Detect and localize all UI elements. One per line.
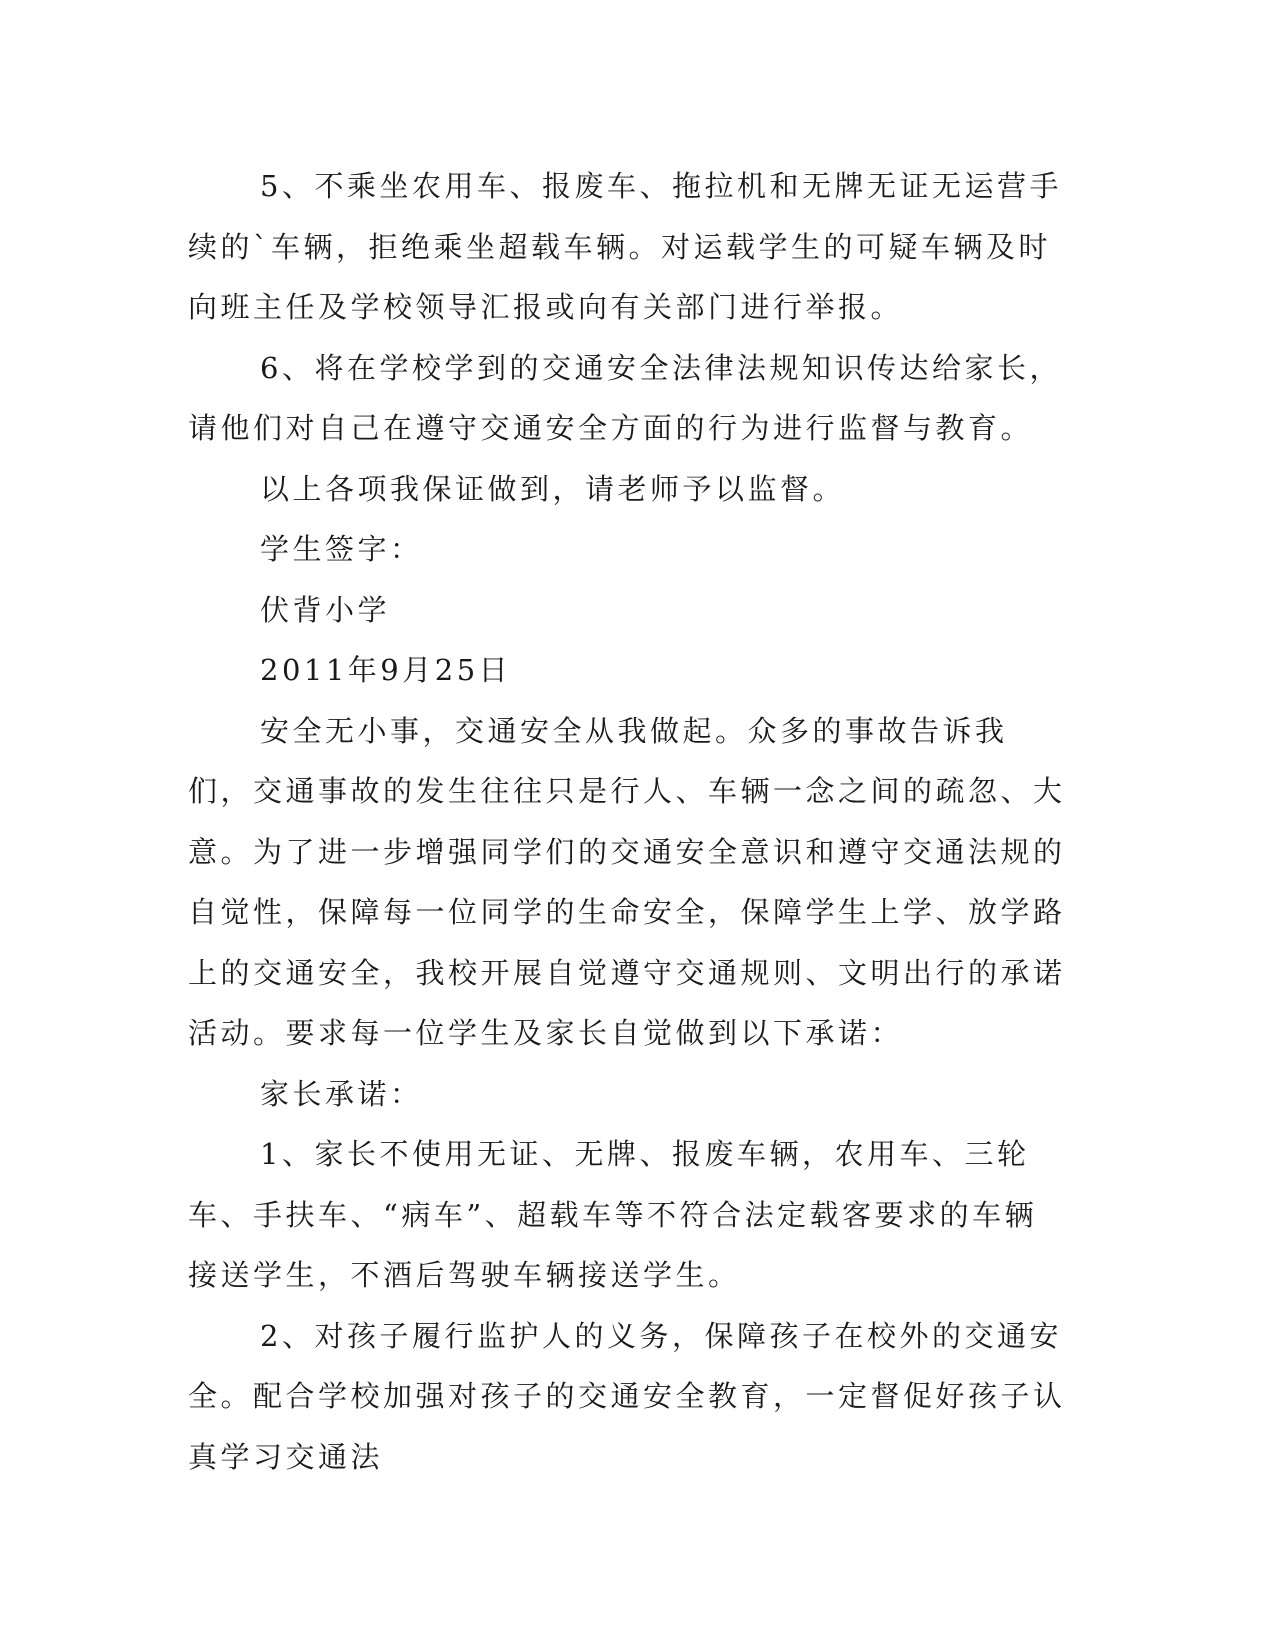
student-signature-label: 学生签字： — [260, 532, 423, 566]
pledge-statement: 以上各项我保证做到，请老师予以监督。 — [260, 471, 846, 506]
parent-pledge-heading: 家长承诺： — [260, 1076, 423, 1111]
paragraph-item-6: 6、将在学校学到的交通安全法律法规知识传达给家长，请他们对自己在遵守交通安全方面的行为进行监督与教育。 — [188, 350, 1062, 445]
school-name: 伏背小学 — [260, 592, 391, 627]
document-body — [188, 156, 1068, 1487]
document-date: 2011年9月25日 — [260, 653, 512, 687]
parent-pledge-item-2: 2、对孩子履行监护人的义务，保障孩子在校外的交通安全。配合学校加强对孩子的交通安全教育，一定督促好孩子认真学习交通法 — [188, 1318, 1066, 1474]
intro-paragraph: 安全无小事，交通安全从我做起。众多的事故告诉我们，交通事故的发生往往只是行人、车辆一念之间的疏忽、大意。为了进一步增强同学们的交通安全意识和遵守交通法规的自觉性，保障每一位同学的生命安全，保障学生上学、放学路上的交通安全，我校开展自觉遵守交通规则、文明出行的承诺活动。要求每一位学生及家长自觉做到以下承诺： — [188, 713, 1066, 1050]
parent-pledge-item-1: 1、家长不使用无证、无牌、报废车辆，农用车、三轮车、手扶车、“病车”、超载车等不符合法定载客要求的车辆接送学生，不酒后驾驶车辆接送学生。 — [188, 1137, 1038, 1292]
paragraph-item-5: 5、不乘坐农用车、报废车、拖拉机和无牌无证无运营手续的`车辆，拒绝乘坐超载车辆。对运载学生的可疑车辆及时向班主任及学校领导汇报或向有关部门进行举报。 — [188, 169, 1062, 324]
